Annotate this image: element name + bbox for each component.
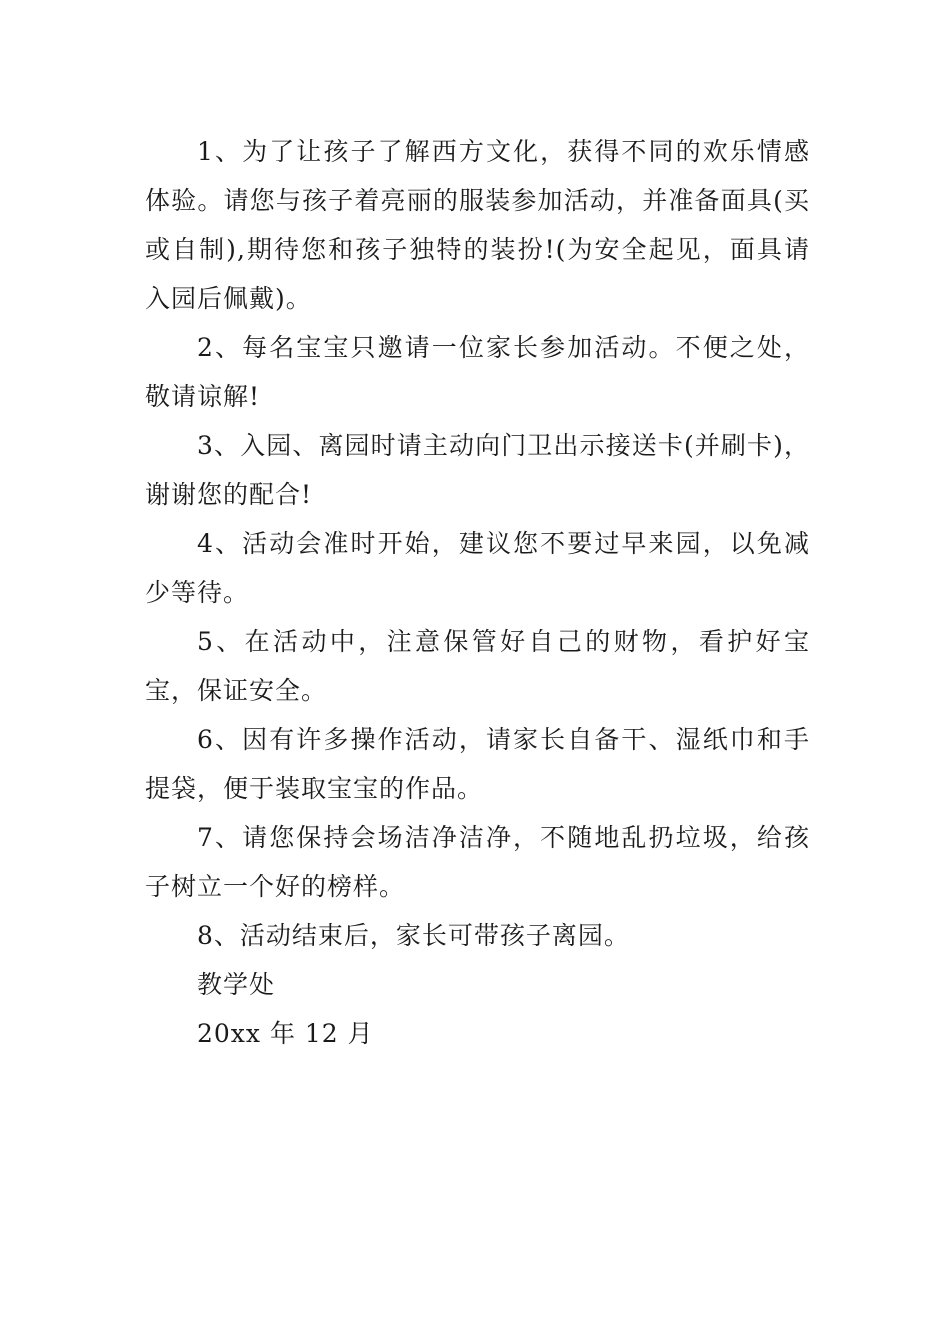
notice-item-4: 4、活动会准时开始，建议您不要过早来园，以免减少等待。 <box>145 529 810 607</box>
date: 20xx 年 12 月 <box>197 1019 374 1048</box>
notice-item-1: 1、为了让孩子了解西方文化，获得不同的欢乐情感体验。请您与孩子着亮丽的服装参加活动，并准备面具(买或自制),期待您和孩子独特的装扮!(为安全起见，面具请入园后佩戴)。 <box>145 137 810 313</box>
signature: 教学处 <box>197 970 276 999</box>
notice-item-2: 2、每名宝宝只邀请一位家长参加活动。不便之处，敬请谅解! <box>145 333 810 411</box>
notice-item-6: 6、因有许多操作活动，请家长自备干、湿纸巾和手提袋，便于装取宝宝的作品。 <box>145 725 810 803</box>
notice-item-5: 5、在活动中，注意保管好自己的财物，看护好宝宝，保证安全。 <box>145 627 810 705</box>
notice-item-3: 3、入园、离园时请主动向门卫出示接送卡(并刷卡)，谢谢您的配合! <box>145 431 810 509</box>
notice-item-8: 8、活动结束后，家长可带孩子离园。 <box>197 921 630 950</box>
document-body <box>145 127 810 1058</box>
notice-item-7: 7、请您保持会场洁净洁净，不随地乱扔垃圾，给孩子树立一个好的榜样。 <box>145 823 810 901</box>
